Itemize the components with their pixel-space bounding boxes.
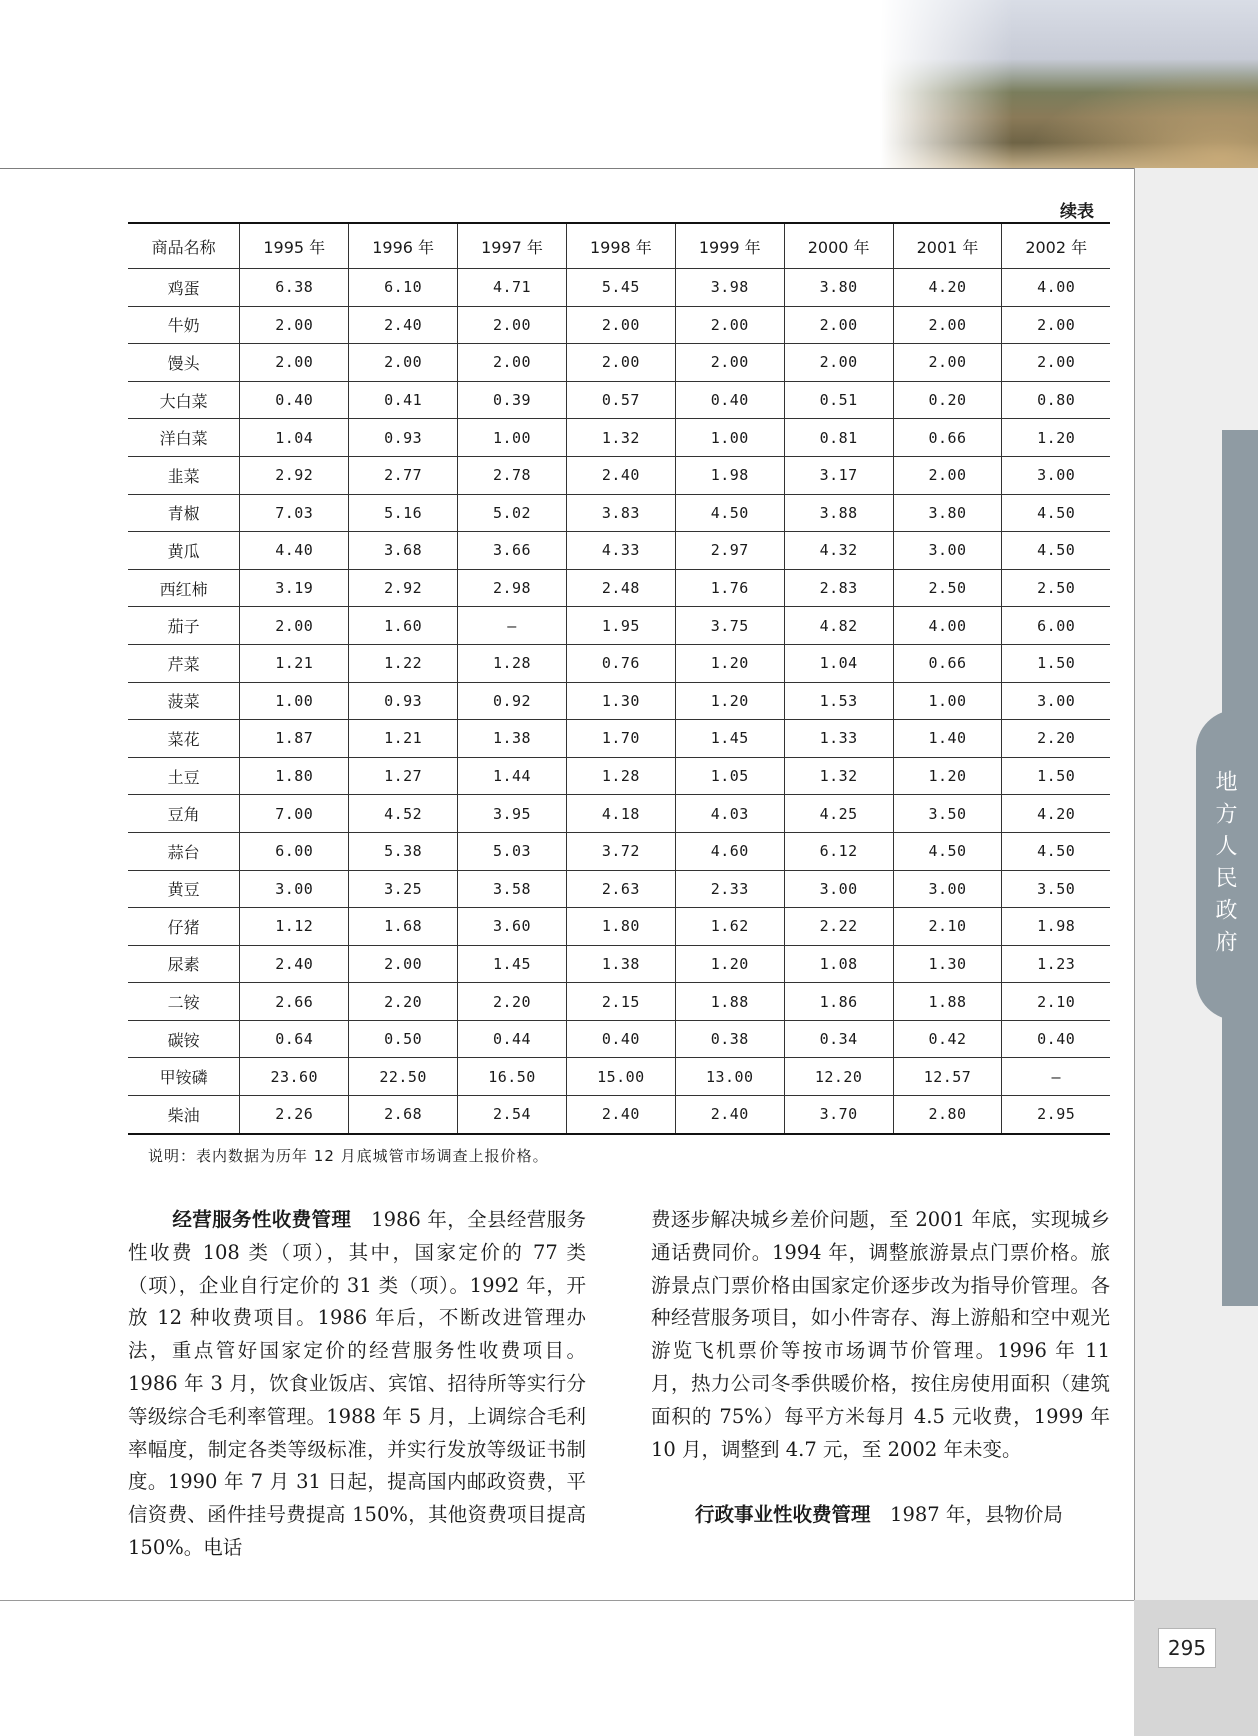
price-cell: 13.00 (675, 1058, 784, 1096)
price-cell: 2.50 (1002, 569, 1110, 607)
price-cell: 1.38 (458, 720, 567, 758)
price-cell: 2.68 (349, 1096, 458, 1134)
price-cell: 1.33 (784, 720, 893, 758)
price-cell: 2.10 (893, 908, 1002, 946)
price-cell: 2.97 (675, 532, 784, 570)
price-cell: 1.76 (675, 569, 784, 607)
price-cell: 1.44 (458, 757, 567, 795)
section-heading: 经营服务性收费管理 (172, 1208, 352, 1231)
table-row (128, 682, 1110, 720)
paragraph (651, 1499, 1110, 1532)
paragraph (128, 1204, 586, 1565)
price-cell: 4.50 (1002, 532, 1110, 570)
price-cell: 4.82 (784, 607, 893, 645)
price-cell: 6.00 (240, 832, 349, 870)
price-cell: 2.63 (566, 870, 675, 908)
table-row (128, 1096, 1110, 1134)
price-cell: 0.66 (893, 419, 1002, 457)
table-row (128, 945, 1110, 983)
price-cell: 6.12 (784, 832, 893, 870)
item-name-cell: 鸡蛋 (128, 269, 240, 307)
price-cell: 2.66 (240, 983, 349, 1021)
price-cell: 0.51 (784, 381, 893, 419)
price-cell: 0.38 (675, 1020, 784, 1058)
table-row (128, 269, 1110, 307)
price-cell: 2.00 (893, 344, 1002, 382)
price-cell: 3.25 (349, 870, 458, 908)
item-name-cell: 黄瓜 (128, 532, 240, 570)
item-name-cell: 土豆 (128, 757, 240, 795)
price-cell: 3.00 (893, 532, 1002, 570)
price-cell: 1.98 (675, 456, 784, 494)
price-cell: 2.26 (240, 1096, 349, 1134)
price-cell: 2.00 (1002, 344, 1110, 382)
price-cell: 1.32 (566, 419, 675, 457)
price-cell: 1.20 (675, 644, 784, 682)
price-cell: 4.18 (566, 795, 675, 833)
price-cell: 1.23 (1002, 945, 1110, 983)
price-cell: 2.33 (675, 870, 784, 908)
price-cell: 4.52 (349, 795, 458, 833)
table-header-row (128, 223, 1110, 269)
price-cell: 0.40 (1002, 1020, 1110, 1058)
price-cell: 5.02 (458, 494, 567, 532)
price-cell: 1.45 (675, 720, 784, 758)
price-cell: 1.98 (1002, 908, 1110, 946)
price-cell: 1.00 (893, 682, 1002, 720)
price-cell: 1.38 (566, 945, 675, 983)
price-cell: 7.00 (240, 795, 349, 833)
price-cell: 3.60 (458, 908, 567, 946)
price-cell: 22.50 (349, 1058, 458, 1096)
price-cell: 0.93 (349, 682, 458, 720)
item-name-cell: 柴油 (128, 1096, 240, 1134)
table-row (128, 306, 1110, 344)
price-cell: 4.00 (1002, 269, 1110, 307)
table-row (128, 344, 1110, 382)
price-cell: 1.32 (784, 757, 893, 795)
item-name-cell: 韭菜 (128, 456, 240, 494)
price-cell: 3.80 (784, 269, 893, 307)
price-cell: — (458, 607, 567, 645)
price-cell: 1.28 (458, 644, 567, 682)
price-cell: 0.92 (458, 682, 567, 720)
price-cell: 4.40 (240, 532, 349, 570)
item-name-cell: 西红柿 (128, 569, 240, 607)
price-cell: 0.40 (566, 1020, 675, 1058)
header-landscape-photo (880, 0, 1258, 168)
price-cell: 3.95 (458, 795, 567, 833)
price-cell: 2.80 (893, 1096, 1002, 1134)
price-cell: 4.50 (893, 832, 1002, 870)
price-cell: 5.38 (349, 832, 458, 870)
price-cell: 1.27 (349, 757, 458, 795)
paragraph-text: 1986 年，全县经营服务性收费 108 类（项），其中，国家定价的 77 类（项），企业自行定价的 31 类（项）。1992 年，开放 12 种收费项目。1986 年后，不断改进管理办法，重点管好国家定价的经营服务性收费项目。1986 年 3 月，饮食业饭店、宾馆、招待所等实行分等级综合毛利率管理。1988 年 5 月，上调综合毛利率幅度，制定各类等级标准，并实行发放等级证书制度。1990 年 7 月 31 日起，提高国内邮政资费，平信资费、函件挂号费提高 150%，其他资费项目提高 150%。电话 (128, 1208, 586, 1559)
price-cell: 0.44 (458, 1020, 567, 1058)
price-cell: 2.00 (458, 306, 567, 344)
footer-band (1134, 1600, 1258, 1736)
price-cell: 5.16 (349, 494, 458, 532)
item-name-cell: 芹菜 (128, 644, 240, 682)
price-cell: 16.50 (458, 1058, 567, 1096)
price-cell: 4.03 (675, 795, 784, 833)
table-row (128, 419, 1110, 457)
table-row (128, 494, 1110, 532)
price-cell: 2.10 (1002, 983, 1110, 1021)
price-cell: 4.00 (893, 607, 1002, 645)
item-name-cell: 茄子 (128, 607, 240, 645)
price-cell: 1.62 (675, 908, 784, 946)
price-cell: — (1002, 1058, 1110, 1096)
price-cell: 3.80 (893, 494, 1002, 532)
price-cell: 1.21 (349, 720, 458, 758)
table-row (128, 644, 1110, 682)
price-cell: 12.57 (893, 1058, 1002, 1096)
item-name-cell: 菠菜 (128, 682, 240, 720)
table-row (128, 983, 1110, 1021)
section-heading: 行政事业性收费管理 (695, 1503, 871, 1527)
price-cell: 3.70 (784, 1096, 893, 1134)
price-cell: 0.64 (240, 1020, 349, 1058)
column-header: 1997 年 (458, 223, 567, 269)
column-header: 1998 年 (566, 223, 675, 269)
price-cell: 2.00 (349, 945, 458, 983)
price-cell: 5.45 (566, 269, 675, 307)
price-cell: 0.81 (784, 419, 893, 457)
price-cell: 0.93 (349, 419, 458, 457)
price-cell: 1.05 (675, 757, 784, 795)
price-cell: 0.80 (1002, 381, 1110, 419)
column-header: 商品名称 (128, 223, 240, 269)
item-name-cell: 菜花 (128, 720, 240, 758)
price-cell: 2.15 (566, 983, 675, 1021)
paragraph-text: 1987 年，县物价局 (890, 1503, 1063, 1527)
price-cell: 1.68 (349, 908, 458, 946)
price-cell: 1.80 (566, 908, 675, 946)
table-row (128, 795, 1110, 833)
price-cell: 0.57 (566, 381, 675, 419)
price-cell: 2.00 (458, 344, 567, 382)
price-cell: 3.00 (893, 870, 1002, 908)
price-cell: 4.50 (1002, 494, 1110, 532)
price-cell: 2.40 (566, 1096, 675, 1134)
price-cell: 1.45 (458, 945, 567, 983)
table-row (128, 532, 1110, 570)
price-cell: 2.92 (349, 569, 458, 607)
price-cell: 3.50 (1002, 870, 1110, 908)
price-cell: 3.19 (240, 569, 349, 607)
table-row (128, 908, 1110, 946)
price-cell: 3.88 (784, 494, 893, 532)
price-cell: 2.20 (1002, 720, 1110, 758)
price-cell: 4.60 (675, 832, 784, 870)
price-cell: 1.53 (784, 682, 893, 720)
price-cell: 3.00 (784, 870, 893, 908)
price-cell: 3.00 (240, 870, 349, 908)
price-cell: 2.00 (240, 306, 349, 344)
price-cell: 3.66 (458, 532, 567, 570)
price-cell: 2.00 (675, 344, 784, 382)
price-cell: 2.00 (784, 306, 893, 344)
price-cell: 1.00 (240, 682, 349, 720)
price-cell: 1.30 (893, 945, 1002, 983)
price-cell: 3.72 (566, 832, 675, 870)
column-header: 1995 年 (240, 223, 349, 269)
price-cell: 2.40 (240, 945, 349, 983)
price-cell: 0.50 (349, 1020, 458, 1058)
price-cell: 1.28 (566, 757, 675, 795)
price-cell: 1.08 (784, 945, 893, 983)
price-table (128, 222, 1110, 1135)
price-cell: 0.40 (675, 381, 784, 419)
price-cell: 7.03 (240, 494, 349, 532)
price-cell: 1.95 (566, 607, 675, 645)
price-cell: 2.00 (893, 456, 1002, 494)
price-cell: 1.21 (240, 644, 349, 682)
price-cell: 0.34 (784, 1020, 893, 1058)
item-name-cell: 豆角 (128, 795, 240, 833)
price-cell: 4.50 (1002, 832, 1110, 870)
price-cell: 4.20 (893, 269, 1002, 307)
price-cell: 6.38 (240, 269, 349, 307)
table-row (128, 720, 1110, 758)
price-cell: 2.00 (240, 607, 349, 645)
price-cell: 2.00 (1002, 306, 1110, 344)
price-cell: 1.30 (566, 682, 675, 720)
item-name-cell: 碳铵 (128, 1020, 240, 1058)
price-cell: 0.76 (566, 644, 675, 682)
price-cell: 1.88 (893, 983, 1002, 1021)
column-header: 2001 年 (893, 223, 1002, 269)
price-cell: 2.95 (1002, 1096, 1110, 1134)
price-cell: 2.00 (566, 344, 675, 382)
item-name-cell: 馒头 (128, 344, 240, 382)
price-cell: 4.33 (566, 532, 675, 570)
price-cell: 1.86 (784, 983, 893, 1021)
price-cell: 2.40 (566, 456, 675, 494)
table-note: 说明：表内数据为历年 12 月底城管市场调查上报价格。 (148, 1147, 549, 1165)
table-row (128, 456, 1110, 494)
price-cell: 3.83 (566, 494, 675, 532)
price-cell: 6.10 (349, 269, 458, 307)
text-column-right (651, 1204, 1110, 1532)
price-cell: 0.41 (349, 381, 458, 419)
table-row (128, 1058, 1110, 1096)
price-cell: 1.04 (240, 419, 349, 457)
price-cell: 2.40 (675, 1096, 784, 1134)
price-cell: 2.77 (349, 456, 458, 494)
price-cell: 2.92 (240, 456, 349, 494)
column-header: 1996 年 (349, 223, 458, 269)
table-body (128, 269, 1110, 1134)
price-cell: 0.40 (240, 381, 349, 419)
paragraph (651, 1204, 1110, 1466)
price-cell: 1.20 (1002, 419, 1110, 457)
price-cell: 4.50 (675, 494, 784, 532)
table-row (128, 757, 1110, 795)
price-cell: 0.39 (458, 381, 567, 419)
price-cell: 2.50 (893, 569, 1002, 607)
price-cell: 1.22 (349, 644, 458, 682)
price-cell: 2.40 (349, 306, 458, 344)
item-name-cell: 洋白菜 (128, 419, 240, 457)
price-cell: 1.00 (458, 419, 567, 457)
price-cell: 1.00 (675, 419, 784, 457)
price-cell: 2.00 (784, 344, 893, 382)
text-column-left (128, 1204, 586, 1565)
price-cell: 2.78 (458, 456, 567, 494)
price-cell: 1.70 (566, 720, 675, 758)
item-name-cell: 大白菜 (128, 381, 240, 419)
price-cell: 2.83 (784, 569, 893, 607)
price-cell: 1.88 (675, 983, 784, 1021)
item-name-cell: 尿素 (128, 945, 240, 983)
column-header: 2002 年 (1002, 223, 1110, 269)
price-cell: 1.80 (240, 757, 349, 795)
header-rule (0, 168, 1134, 169)
price-cell: 2.00 (566, 306, 675, 344)
price-cell: 6.00 (1002, 607, 1110, 645)
price-cell: 0.20 (893, 381, 1002, 419)
price-cell: 4.20 (1002, 795, 1110, 833)
price-cell: 3.00 (1002, 456, 1110, 494)
price-cell: 1.50 (1002, 644, 1110, 682)
table-row (128, 569, 1110, 607)
price-cell: 1.04 (784, 644, 893, 682)
price-cell: 3.68 (349, 532, 458, 570)
price-cell: 1.87 (240, 720, 349, 758)
item-name-cell: 二铵 (128, 983, 240, 1021)
column-header: 2000 年 (784, 223, 893, 269)
price-cell: 1.20 (893, 757, 1002, 795)
price-cell: 2.00 (349, 344, 458, 382)
column-header: 1999 年 (675, 223, 784, 269)
price-cell: 4.71 (458, 269, 567, 307)
price-cell: 4.25 (784, 795, 893, 833)
item-name-cell: 黄豆 (128, 870, 240, 908)
price-cell: 2.20 (349, 983, 458, 1021)
side-tab-title: 地方人民政府 (1212, 770, 1237, 962)
paragraph-text: 费逐步解决城乡差价问题，至 2001 年底，实现城乡通话费同价。1994 年，调整旅游景点门票价格。旅游景点门票价格由国家定价逐步改为指导价管理。各种经营服务项目，如小件寄存、海上游船和空中观光游览飞机票价等按市场调节价管理。1996 年 11 月，热力公司冬季供暖价格，按住房使用面积（建筑面积的 75%）每平方米每月 4.5 元收费，1999 年 10 月，调整到 4.7 元，至 2002 年未变。 (651, 1208, 1110, 1461)
continued-label: 续表 (1060, 202, 1094, 222)
price-cell: 2.98 (458, 569, 567, 607)
table-row (128, 607, 1110, 645)
price-cell: 5.03 (458, 832, 567, 870)
price-cell: 3.50 (893, 795, 1002, 833)
price-cell: 12.20 (784, 1058, 893, 1096)
price-cell: 2.54 (458, 1096, 567, 1134)
price-cell: 0.66 (893, 644, 1002, 682)
price-cell: 4.32 (784, 532, 893, 570)
price-cell: 3.98 (675, 269, 784, 307)
price-cell: 23.60 (240, 1058, 349, 1096)
price-cell: 2.22 (784, 908, 893, 946)
item-name-cell: 青椒 (128, 494, 240, 532)
item-name-cell: 甲铵磷 (128, 1058, 240, 1096)
price-cell: 1.20 (675, 682, 784, 720)
table-row (128, 870, 1110, 908)
price-cell: 3.17 (784, 456, 893, 494)
price-cell: 1.60 (349, 607, 458, 645)
price-cell: 2.00 (675, 306, 784, 344)
footer-rule (0, 1600, 1134, 1601)
price-cell: 2.00 (240, 344, 349, 382)
price-cell: 1.20 (675, 945, 784, 983)
price-cell: 2.48 (566, 569, 675, 607)
price-cell: 3.00 (1002, 682, 1110, 720)
price-cell: 2.20 (458, 983, 567, 1021)
item-name-cell: 蒜台 (128, 832, 240, 870)
item-name-cell: 仔猪 (128, 908, 240, 946)
price-cell: 0.42 (893, 1020, 1002, 1058)
price-cell: 3.58 (458, 870, 567, 908)
price-cell: 1.40 (893, 720, 1002, 758)
page-number: 295 (1158, 1628, 1216, 1668)
table-row (128, 381, 1110, 419)
price-cell: 1.50 (1002, 757, 1110, 795)
table-row (128, 1020, 1110, 1058)
price-cell: 3.75 (675, 607, 784, 645)
price-cell: 2.00 (893, 306, 1002, 344)
table-row (128, 832, 1110, 870)
item-name-cell: 牛奶 (128, 306, 240, 344)
price-cell: 15.00 (566, 1058, 675, 1096)
price-cell: 1.12 (240, 908, 349, 946)
